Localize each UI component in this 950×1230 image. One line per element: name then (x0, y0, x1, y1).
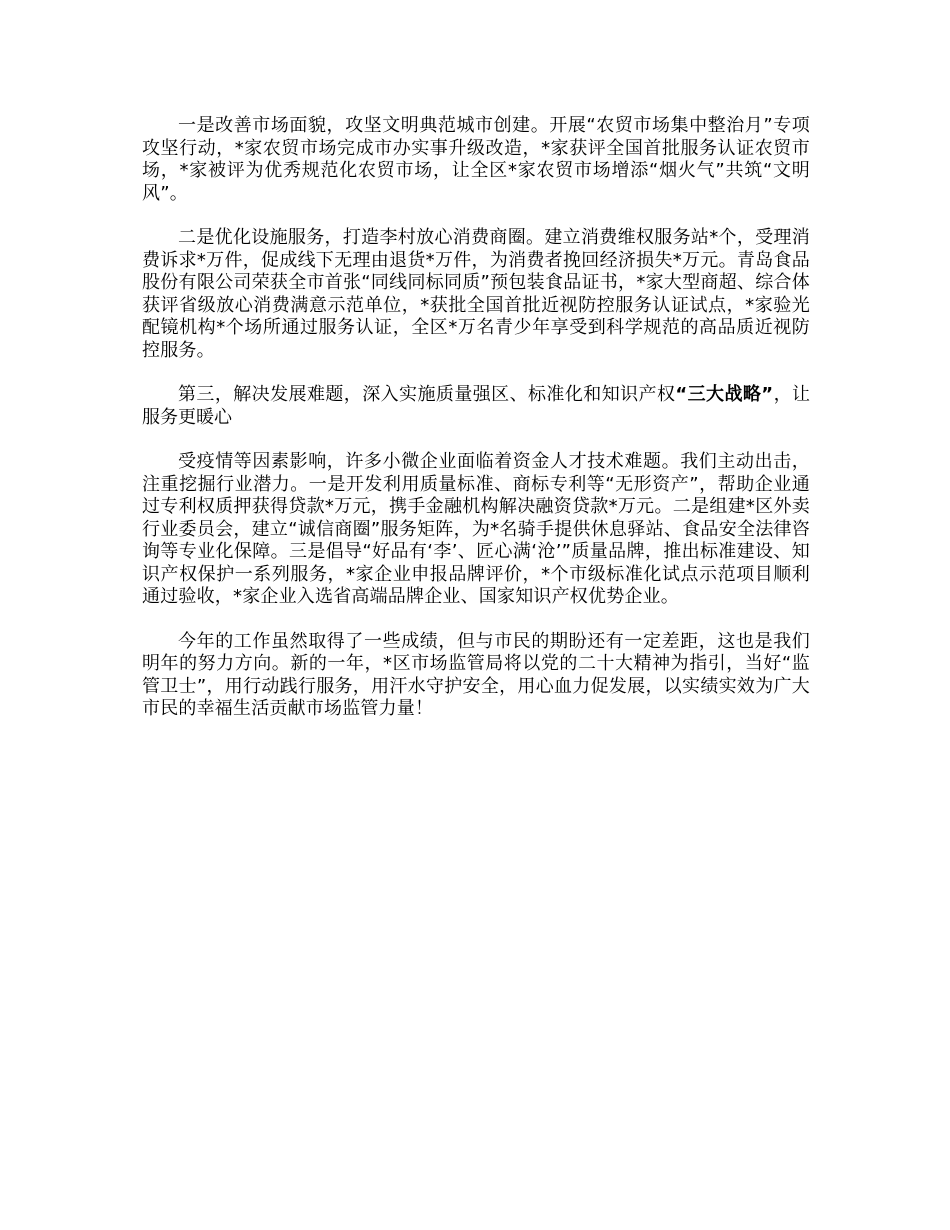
section-heading-three-strategies (142, 384, 810, 429)
paragraph-facility-service: 二是优化设施服务，打造李村放心消费商圈。建立消费维权服务站*个，受理消费诉求*万件，促成线下无理由退货*万件，为消费者挽回经济损失*万元。青岛食品股份有限公司荣获全市首张“同线同标同质”预包装食品证书，*家大型商超、综合体获评省级放心消费满意示范单位，*获批全国首批近视防控服务认证试点，*家验光配镜机构*个场所通过服务认证，全区*万名青少年享受到科学规范的高品质近视防控服务。 (142, 227, 810, 361)
heading-text-bold: “三大战略” (675, 384, 774, 405)
paragraph-conclusion: 今年的工作虽然取得了一些成绩，但与市民的期盼还有一定差距，这也是我们明年的努力方向。新的一年，*区市场监管局将以党的二十大精神为指引，当好“监管卫士”，用行动践行服务，用汗水守护安全，用心血力促发展，以实绩实效为广大市民的幸福生活贡献市场监管力量！ (142, 630, 810, 719)
paragraph-market-appearance: 一是改善市场面貌，攻坚文明典范城市创建。开展“农贸市场集中整治月”专项攻坚行动，*家农贸市场完成市办实事升级改造，*家获评全国首批服务认证农贸市场，*家被评为优秀规范化农贸市场，让全区*家农贸市场增添“烟火气”共筑“文明风”。 (142, 115, 810, 204)
paragraph-small-business: 受疫情等因素影响，许多小微企业面临着资金人才技术难题。我们主动出击，注重挖掘行业潜力。一是开发利用质量标准、商标专利等“无形资产”，帮助企业通过专利权质押获得贷款*万元，携手金融机构解决融资贷款*万元。二是组建*区外卖行业委员会，建立“诚信商圈”服务矩阵，为*名骑手提供休息驿站、食品安全法律咨询等专业化保障。三是倡导“好品有‘李’、匠心满‘沧’”质量品牌，推出标准建设、知识产权保护一系列服务，*家企业申报品牌评价，*个市级标准化试点示范项目顺利通过验收，*家企业入选省高端品牌企业、国家知识产权优势企业。 (142, 451, 810, 607)
heading-text-part3: ，让服务更暖心 (142, 384, 810, 428)
document-page (142, 115, 810, 743)
heading-text-part1: 第三，解决发展难题，深入实施质量强区、标准化和知识产权 (178, 384, 676, 405)
